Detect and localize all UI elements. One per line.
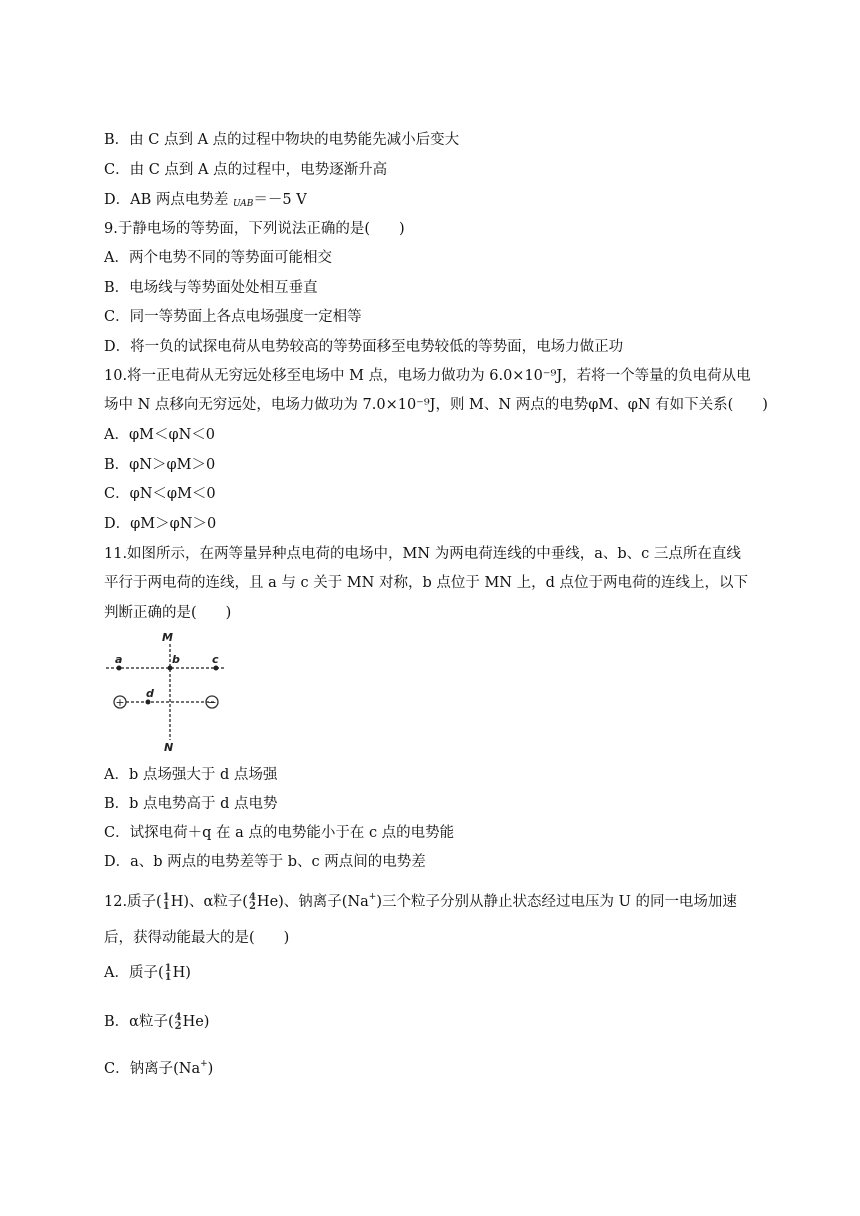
label-d: d: [146, 687, 154, 700]
question-12-line1: [104, 888, 737, 911]
question-11-line2: 平行于两电荷的连线，且 a 与 c 关于 MN 对称，b 点位于 MN 上，d 点位于两电荷的连线上，以下: [104, 575, 748, 591]
option-11c: C．试探电荷＋q 在 a 点的电势能小于在 c 点的电势能: [104, 825, 455, 841]
label-a: a: [115, 653, 123, 666]
label-b: b: [172, 653, 180, 666]
option-11d: D．a、b 两点的电势差等于 b、c 两点间的电势差: [104, 854, 426, 870]
option-12a-pre: A．质子(: [104, 965, 164, 981]
h-atomic-number: 1: [162, 901, 170, 912]
point-d-dot: [146, 700, 151, 705]
point-b-dot: [168, 666, 173, 671]
point-c-dot: [214, 666, 219, 671]
option-9c: C．同一等势面上各点电场强度一定相等: [104, 309, 362, 325]
option-9a: A．两个电势不同的等势面可能相交: [104, 250, 332, 266]
negative-charge-sign: −: [207, 696, 217, 709]
hydrogen-isotope-notation: [163, 893, 170, 911]
question-10-line2: 场中 N 点移向无穷远处，电场力做功为 7.0×10⁻⁹J，则 M、N 两点的电势φM、φN 有如下关系( ): [104, 397, 768, 413]
h-atomic-number: 1: [164, 972, 172, 983]
q12-text-b: H)、α粒子(: [170, 894, 248, 910]
option-9d: D．将一负的试探电荷从电势较高的等势面移至电势较低的等势面，电场力做正功: [104, 339, 624, 355]
q12-text-a: 12.质子(: [104, 894, 162, 910]
option-12b-post: He): [182, 1014, 210, 1030]
option-8c: C．由 C 点到 A 点的过程中，电势逐渐升高: [104, 162, 388, 178]
h-mass-number: 1: [164, 963, 172, 974]
helium-isotope-notation: [249, 893, 256, 911]
he-mass-number: 4: [248, 892, 256, 903]
option-10a: A．φM＜φN＜0: [104, 427, 216, 443]
question-12-line2: 后，获得动能最大的是( ): [104, 930, 290, 946]
h-mass-number: 1: [162, 892, 170, 903]
option-12c-post: ): [207, 1061, 214, 1077]
he-atomic-number: 2: [174, 1021, 182, 1032]
label-c: c: [212, 653, 219, 666]
point-a-dot: [117, 666, 122, 671]
hydrogen-isotope-notation: [165, 964, 172, 982]
question-10-line1: 10.将一正电荷从无穷远处移至电场中 M 点，电场力做功为 6.0×10⁻⁹J，若将一个等量的负电荷从电: [104, 368, 751, 384]
option-12b-pre: B．α粒子(: [104, 1014, 174, 1030]
option-12a: [104, 964, 191, 982]
q12-text-d: )三个粒子分别从静止状态经过电压为 U 的同一电场加速: [376, 894, 737, 910]
option-8d-post: ＝－5 V: [253, 192, 307, 208]
he-atomic-number: 2: [248, 901, 256, 912]
electric-field-diagram: [104, 630, 234, 755]
option-12c: [104, 1055, 213, 1078]
question-11-line3: 判断正确的是( ): [104, 605, 232, 621]
option-8b: B．由 C 点到 A 点的过程中物块的电势能先减小后变大: [104, 132, 460, 148]
option-8d-pre: D．AB 两点电势差: [104, 192, 229, 208]
option-12b: [104, 1013, 209, 1031]
option-10b: B．φN＞φM＞0: [104, 457, 216, 473]
option-8d-sub: UAB: [232, 199, 254, 209]
na-charge-sup: +: [200, 1059, 208, 1069]
option-11a: A．b 点场强大于 d 点场强: [104, 767, 278, 783]
question-11-line1: 11.如图所示，在两等量异种点电荷的电场中，MN 为两电荷连线的中垂线，a、b、c 三点所在直线: [104, 546, 741, 562]
positive-charge-sign: +: [115, 696, 125, 709]
label-n: N: [164, 741, 174, 754]
option-12a-post: H): [172, 965, 191, 981]
option-12c-pre: C．钠离子(Na: [104, 1061, 201, 1077]
option-10c: C．φN＜φM＜0: [104, 486, 216, 502]
na-charge-sup: +: [368, 892, 377, 902]
helium-isotope-notation: [175, 1013, 182, 1031]
q12-text-c: He)、钠离子(Na: [256, 894, 369, 910]
he-mass-number: 4: [174, 1012, 182, 1023]
option-11b: B．b 点电势高于 d 点电势: [104, 796, 278, 812]
question-9-stem: 9.于静电场的等势面，下列说法正确的是( ): [104, 221, 405, 237]
option-10d: D．φM＞φN＞0: [104, 516, 217, 532]
label-m: M: [162, 631, 173, 644]
option-9b: B．电场线与等势面处处相互垂直: [104, 280, 318, 296]
option-8d: [104, 191, 307, 213]
